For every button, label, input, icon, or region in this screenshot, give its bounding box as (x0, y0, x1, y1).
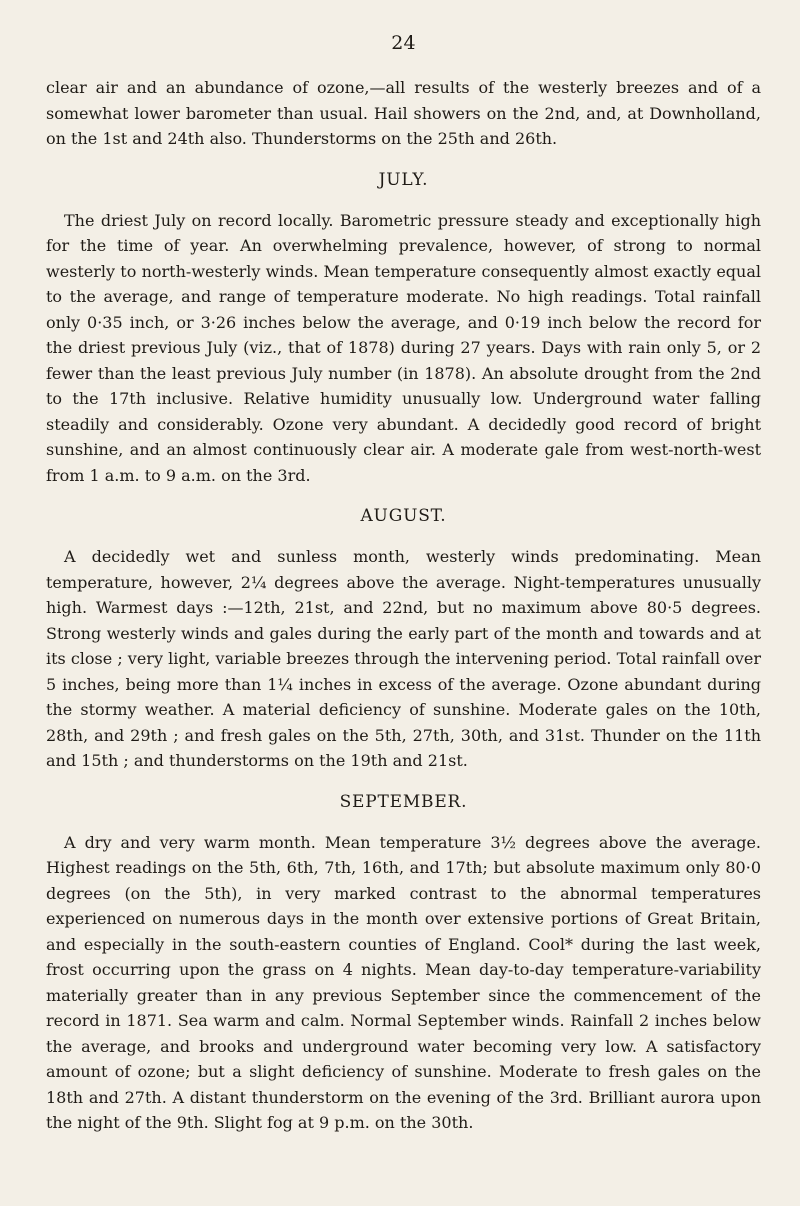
section-july (46, 170, 761, 489)
section-september (46, 792, 761, 1136)
section-august (46, 506, 761, 774)
section-heading-july: JULY. (378, 169, 429, 190)
section-body-august: A decidedly wet and sunless month, westerly winds predominating. Mean temperature, however, 2¼ degrees above the average. Night-temperatures unusually high. Warmest days :—12th, 21st, and 22nd, but no maximum above 80·5 degrees. Strong westerly winds and gales during the early part of the month and towards and at its close ; very light, variable breezes through the intervening period. Total rainfall over 5 inches, being more than 1¼ inches in excess of the average. Ozone abundant during the stormy weather. A material deficiency of sunshine. Moderate gales on the 10th, 28th, and 29th ; and fresh gales on the 5th, 27th, 30th, and 31st. Thunder on the 11th and 15th ; and thunderstorms on the 19th and 21st. (46, 547, 761, 770)
intro-paragraph: clear air and an abundance of ozone,—all results of the westerly breezes and of a somewhat lower barometer than usual. Hail showers on the 2nd, and, at Downholland, on the 1st and 24th also. Thunderstorms on the 25th and 26th. (46, 78, 761, 148)
section-heading-september: SEPTEMBER. (339, 791, 468, 812)
section-body-july: The driest July on record locally. Barometric pressure steady and exceptionally high for the time of year. An overwhelming prevalence, however, of strong to normal westerly to north-westerly winds. Mean temperature consequently almost exactly equal to the average, and range of temperature moderate. No high readings. Total rainfall only 0·35 inch, or 3·26 inches below the average, and 0·19 inch below the record for the driest previous July (viz., that of 1878) during 27 years. Days with rain only 5, or 2 fewer than the least previous July number (in 1878). An absolute drought from the 2nd to the 17th inclusive. Relative humidity unusually low. Underground water falling steadily and considerably. Ozone very abundant. A decidedly good record of bright sunshine, and an almost continuously clear air. A moderate gale from west-north-west from 1 a.m. to 9 a.m. on the 3rd. (46, 210, 761, 485)
page-number: 24 (391, 32, 416, 54)
section-heading-august: AUGUST. (360, 506, 447, 526)
section-body-september: A dry and very warm month. Mean temperature 3½ degrees above the average. Highest readings on the 5th, 6th, 7th, 16th, and 17th; but absolute maximum only 80·0 degrees (on the 5th), in very marked contrast to the abnormal temperatures experienced on numerous days in the month over extensive portions of Great Britain, and especially in the south-eastern counties of England. Cool* during the last week, frost occurring upon the grass on 4 nights. Mean day-to-day temperature-variability materially greater than in any previous September since the commencement of the record in 1871. Sea warm and calm. Normal September winds. Rainfall 2 inches below the average, and brooks and underground water becoming very low. A satisfactory amount of ozone; but a slight deficiency of sunshine. Moderate to fresh gales on the 18th and 27th. A distant thunderstorm on the evening of the 3rd. Brilliant aurora upon the night of the 9th. Slight fog at 9 p.m. on the 30th. (46, 832, 761, 1132)
